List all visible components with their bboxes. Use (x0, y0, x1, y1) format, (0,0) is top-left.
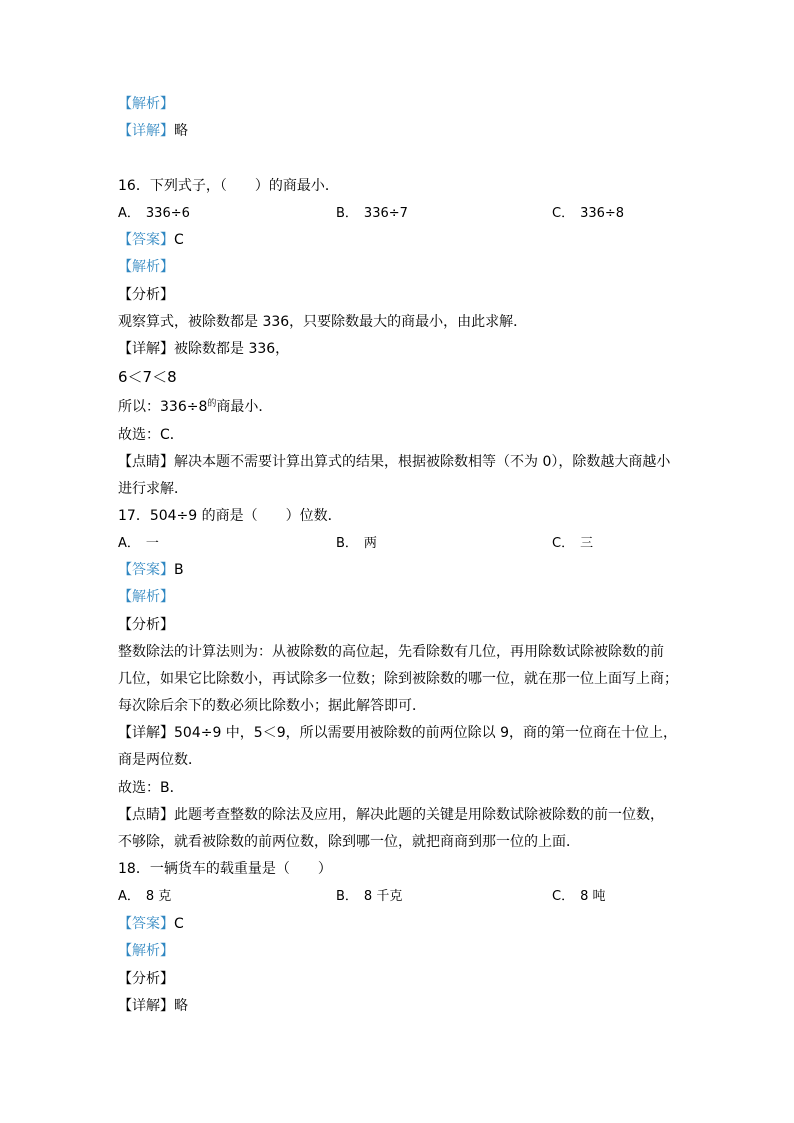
q17-dianjing-1 (118, 806, 664, 824)
q16-guxuan: 故选：C． (118, 427, 184, 443)
dianjing-text: 解决本题不需要计算出算式的结果，根据被除数相等（不为 0），除数越大商越小 (174, 454, 671, 470)
q17-xiangjie-2: 商是两位数． (118, 752, 202, 768)
option-letter: B． (336, 536, 358, 551)
xiangjie-text: 略 (174, 123, 188, 139)
q17-option-c (552, 535, 593, 553)
answer-tag: 【答案】 (118, 916, 174, 932)
option-letter: A． (118, 889, 140, 904)
xiangjie-text: 被除数都是 336， (174, 341, 290, 357)
option-text: 三 (580, 536, 594, 551)
answer-tag: 【答案】 (118, 562, 174, 578)
q17-dianjing-2: 不够除，就看被除数的前两位数，除到哪一位，就把商商到那一位的上面． (118, 834, 580, 850)
option-letter: A． (118, 536, 140, 551)
q17-fenxi-line-3: 每次除后余下的数必须比除数小；据此解答即可． (118, 698, 426, 714)
q18-option-c (552, 888, 605, 906)
q18-xiangjie (118, 997, 188, 1015)
suoyi-post: 商最小． (216, 399, 273, 415)
q16-fenxi-text: 观察算式，被除数都是 336，只要除数最大的商最小，由此求解． (118, 314, 528, 330)
q18-jiexi-tag: 【解析】 (118, 943, 174, 959)
answer-tag: 【答案】 (118, 232, 174, 248)
xiangjie-tag: 【详解】 (118, 725, 174, 741)
option-letter: B． (336, 206, 358, 221)
option-text: 336÷6 (145, 206, 190, 221)
q17-fenxi-tag: 【分析】 (118, 617, 174, 633)
q16-jiexi-tag: 【解析】 (118, 259, 174, 275)
question-18: 18．一辆货车的载重量是（ ） (118, 861, 332, 877)
option-letter: A． (118, 206, 140, 221)
q17-fenxi-line-2: 几位，如果它比除数小，再试除多一位数；除到被除数的哪一位，就在那一位上面写上商； (118, 671, 678, 687)
q16-compare: 6＜7＜8 (118, 368, 177, 386)
option-letter: C． (552, 536, 575, 551)
q18-fenxi-tag: 【分析】 (118, 971, 174, 987)
q16-answer (118, 231, 184, 249)
answer-value: C (174, 916, 184, 932)
q18-option-a (118, 888, 171, 906)
suoyi-sup: 的 (207, 399, 217, 409)
xiangjie-line (118, 122, 188, 140)
q16-suoyi (118, 398, 272, 418)
q17-option-a (118, 535, 159, 553)
dianjing-tag: 【点睛】 (118, 807, 174, 823)
q17-fenxi-line-1: 整数除法的计算法则为：从被除数的高位起，先看除数有几位，再用除数试除被除数的前 (118, 644, 664, 660)
xiangjie-text: 504÷9 中，5＜9，所以需要用被除数的前两位除以 9，商的第一位商在十位上， (174, 725, 677, 741)
xiangjie-tag: 【详解】 (118, 998, 174, 1014)
option-text: 336÷8 (580, 206, 625, 221)
q16-dianjing-1 (118, 453, 670, 471)
option-text: 336÷7 (363, 206, 408, 221)
q18-answer (118, 915, 184, 933)
q16-option-a (118, 205, 190, 223)
q16-option-c (552, 205, 624, 223)
answer-value: B (174, 562, 184, 578)
question-16: 16．下列式子，（ ）的商最小． (118, 178, 339, 194)
q17-answer (118, 561, 184, 579)
option-text: 一 (145, 536, 159, 551)
option-text: 8 吨 (580, 889, 606, 904)
q16-fenxi-tag: 【分析】 (118, 287, 174, 303)
question-17: 17．504÷9 的商是（ ）位数． (118, 508, 342, 524)
option-text: 两 (363, 536, 377, 551)
option-letter: C． (552, 889, 575, 904)
dianjing-text: 此题考查整数的除法及应用，解决此题的关键是用除数试除被除数的前一位数， (174, 807, 664, 823)
q16-xiangjie (118, 340, 289, 358)
q17-jiexi-tag: 【解析】 (118, 589, 174, 605)
xiangjie-tag: 【详解】 (118, 341, 174, 357)
xiangjie-tag: 【详解】 (118, 123, 174, 139)
q17-xiangjie (118, 724, 677, 742)
option-text: 8 克 (145, 889, 172, 904)
xiangjie-text: 略 (174, 998, 188, 1014)
q17-option-b (336, 535, 377, 553)
q17-guxuan: 故选：B． (118, 780, 184, 796)
answer-value: C (174, 232, 184, 248)
suoyi-pre: 所以：336÷8 (118, 399, 208, 415)
q18-option-b (336, 888, 402, 906)
option-text: 8 千克 (363, 889, 403, 904)
option-letter: B． (336, 889, 358, 904)
q16-dianjing-2: 进行求解． (118, 481, 188, 497)
q16-option-b (336, 205, 408, 223)
option-letter: C． (552, 206, 575, 221)
jiexi-tag: 【解析】 (118, 96, 174, 112)
dianjing-tag: 【点睛】 (118, 454, 174, 470)
